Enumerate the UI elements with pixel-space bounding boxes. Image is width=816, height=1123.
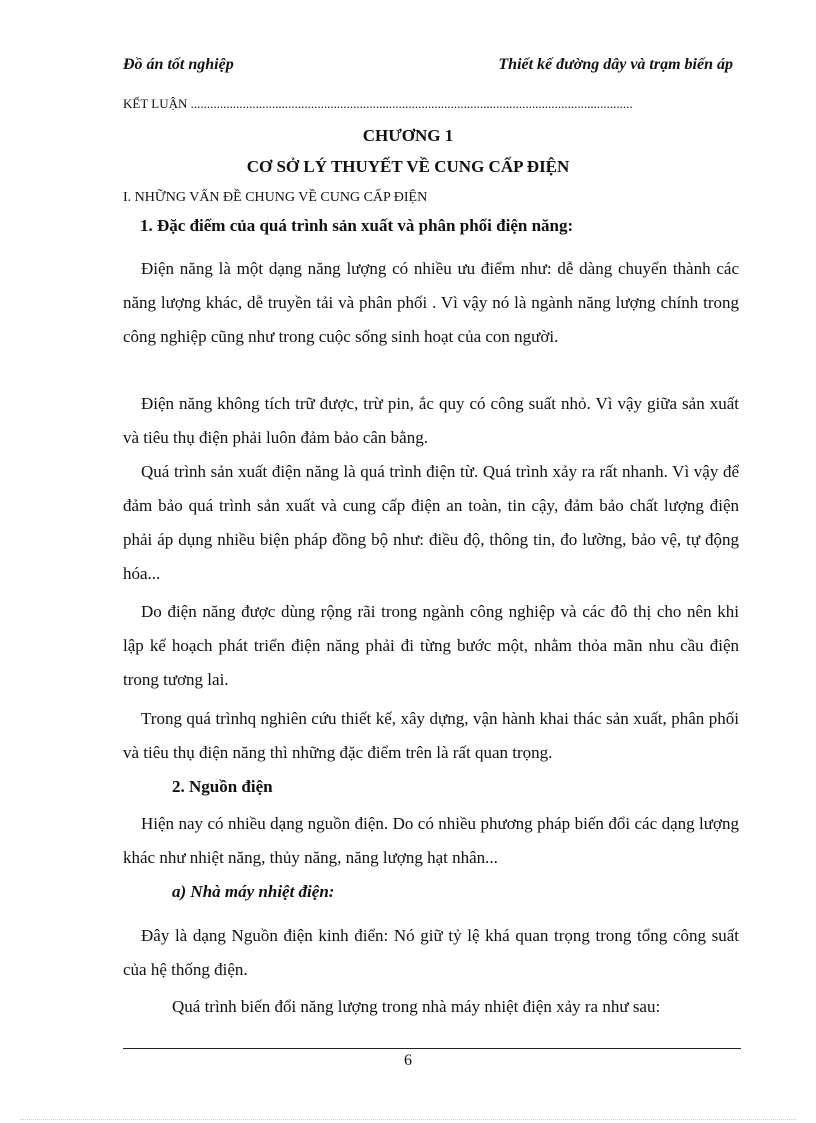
paragraph: Đây là dạng Nguồn điện kinh điển: Nó giữ tỷ lệ khá quan trọng trong tổng công suất của hệ thống điện. bbox=[123, 926, 739, 979]
chapter-number: CHƯƠNG 1 bbox=[362, 126, 454, 145]
heading-3: a) Nhà máy nhiệt điện: bbox=[172, 882, 335, 901]
header-left-title: Đồ án tốt nghiệp bbox=[123, 56, 234, 73]
heading-1: 1. Đặc điểm của quá trình sản xuất và phân phối điện năng: bbox=[140, 216, 574, 235]
paragraph: Điện năng là một dạng năng lượng có nhiều ưu điểm như: dễ dàng chuyển thành các năng lượng khác, dễ truyền tải và phân phối . Vì vậy nó là ngành năng lượng chính trong công nghiệp cũng như trong cuộc sống sinh hoạt của con người. bbox=[123, 259, 739, 346]
paragraph: Hiện nay có nhiều dạng nguồn điện. Do có nhiều phương pháp biến đổi các dạng lượng khác như nhiệt năng, thủy năng, năng lượng hạt nhân... bbox=[123, 814, 739, 867]
heading-2: 2. Nguồn điện bbox=[172, 777, 273, 796]
chapter-title: CƠ SỞ LÝ THUYẾT VỀ CUNG CẤP ĐIỆN bbox=[246, 157, 570, 176]
paragraph: Do điện năng được dùng rộng rãi trong ngành công nghiệp và các đô thị cho nên khi lập kế hoạch phát triển điện năng phải đi từng bước một, nhằm thỏa mãn nhu cầu điện trong tương lai. bbox=[123, 602, 739, 689]
page-bottom-edge bbox=[20, 1119, 796, 1120]
section-title: I. NHỮNG VẤN ĐỀ CHUNG VỀ CUNG CẤP ĐIỆN bbox=[123, 190, 428, 205]
header-right-title: Thiết kế đường dây và trạm biến áp bbox=[498, 56, 733, 73]
footer-divider bbox=[123, 1048, 741, 1049]
page-number: 6 bbox=[404, 1052, 412, 1069]
paragraph: Quá trình sản xuất điện năng là quá trình điện từ. Quá trình xảy ra rất nhanh. Vì vậy để đảm bảo quá trình sản xuất và cung cấp điện an toàn, tin cậy, đảm bảo chất lượng điện phải áp dụng nhiều biện pháp đồng bộ như: điều độ, thông tin, đo lường, bảo vệ, tự động hóa... bbox=[123, 462, 739, 583]
paragraph: Trong quá trìnhq nghiên cứu thiết kế, xây dựng, vận hành khai thác sản xuất, phân phối và tiêu thụ điện năng thì những đặc điểm trên là rất quan trọng. bbox=[123, 709, 739, 762]
toc-entry-conclusion: KẾT LUẬN ........................................................................................................................................ bbox=[123, 96, 633, 111]
paragraph: Quá trình biến đổi năng lượng trong nhà máy nhiệt điện xảy ra như sau: bbox=[172, 997, 661, 1016]
paragraph: Điện năng không tích trữ được, trừ pin, ắc quy có công suất nhỏ. Vì vậy giữa sản xuất và tiêu thụ điện phải luôn đảm bảo cân bằng. bbox=[123, 394, 739, 447]
